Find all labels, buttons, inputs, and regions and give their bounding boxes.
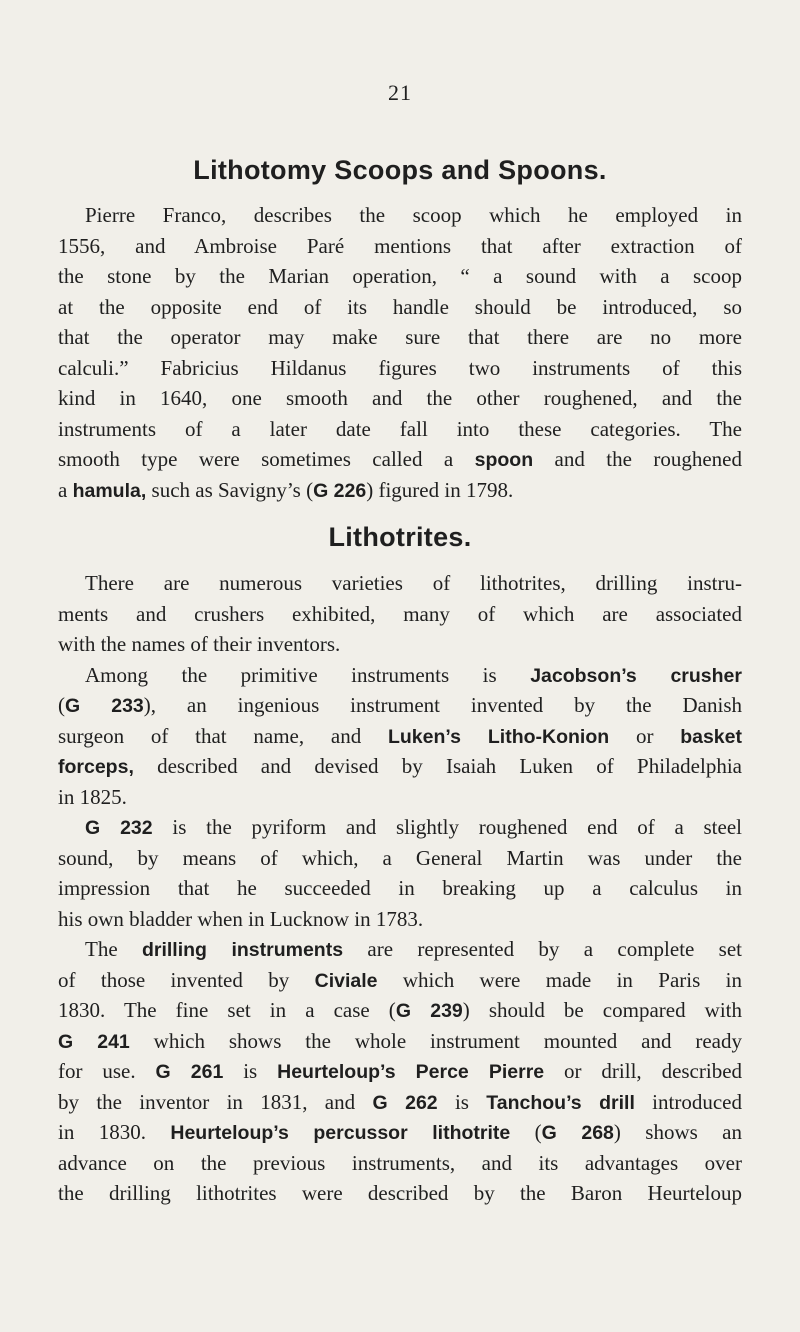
text-run: Pierre Franco, describes the scoop which he employed in (85, 203, 742, 227)
bold-term: basket (680, 725, 742, 748)
text-line (58, 629, 742, 660)
text-run: for use. (58, 1059, 156, 1083)
text-line (58, 292, 742, 323)
text-run: ( (510, 1120, 542, 1144)
text-line (58, 414, 742, 445)
text-line (58, 322, 742, 353)
text-line (58, 599, 742, 630)
text-line (58, 261, 742, 292)
text-line (58, 1117, 742, 1148)
bold-term: drilling instruments (141, 939, 344, 961)
text-run: or (609, 723, 681, 748)
text-run: such as Savigny’s ( (146, 477, 314, 502)
bold-term: G 262 (372, 1091, 438, 1114)
text-run: 1556, and Ambroise Paré mentions that after extraction of (58, 233, 742, 258)
text-run: in 1825. (58, 784, 127, 809)
bold-term: G 239 (395, 1000, 463, 1022)
text-line (58, 995, 742, 1026)
text-line (58, 690, 742, 721)
text-run: There are numerous varieties of lithotrites, drilling instru- (85, 571, 742, 595)
bold-term: G 241 (58, 1030, 130, 1053)
text-line (58, 353, 742, 384)
bold-term: G 232 (85, 817, 153, 839)
text-run: is the pyriform and slightly roughened end of a steel (152, 815, 742, 839)
bold-term: Heurteloup’s Perce Pierre (277, 1061, 545, 1083)
text-run: ), an ingenious instrument invented by the Danish (143, 693, 742, 717)
text-run: described and devised by Isaiah Luken of Philadelphia (133, 754, 742, 778)
text-run: kind in 1640, one smooth and the other roughened, and the (58, 386, 742, 410)
text-line (58, 721, 742, 752)
text-line (58, 1026, 742, 1057)
text-run: impression that he succeeded in breaking up a calculus in (58, 876, 742, 900)
text-line (58, 1056, 742, 1087)
text-run: at the opposite end of its handle should be introduced, so (58, 294, 742, 319)
text-run: calculi.” Fabricius Hildanus figures two instruments of this (58, 355, 742, 380)
text-run: and the roughened (533, 447, 742, 471)
text-run: surgeon of that name, and (58, 723, 388, 748)
text-run: ) shows an (613, 1120, 742, 1144)
bold-term: Civiale (314, 969, 378, 992)
text-line (58, 1087, 742, 1118)
text-line (58, 965, 742, 996)
text-run: instruments of a later date fall into these categories. The (58, 416, 742, 441)
text-line (58, 873, 742, 904)
text-line (58, 904, 742, 935)
text-line (58, 444, 742, 475)
text-run: introduced (634, 1089, 742, 1114)
section-heading-scoops: Lithotomy Scoops and Spoons. (193, 155, 607, 185)
bold-term: G 261 (155, 1061, 224, 1083)
lithotrites-body (58, 568, 742, 1209)
text-run: is (223, 1059, 278, 1083)
bold-term: Jacobson’s crusher (530, 664, 742, 687)
text-line (58, 843, 742, 874)
text-line (58, 1148, 742, 1179)
text-run: ments and crushers exhibited, many of which are associated (58, 601, 742, 626)
text-line (58, 812, 742, 843)
text-run: in 1830. (58, 1120, 171, 1144)
text-run: a (58, 477, 73, 502)
text-line (58, 1178, 742, 1209)
bold-term: Luken’s Litho-Konion (387, 725, 610, 748)
text-run: are represented by a complete set (343, 937, 742, 961)
bold-term: G 233 (65, 695, 144, 717)
text-run: sound, by means of which, a General Martin was under the (58, 845, 742, 870)
bold-term: Tanchou’s drill (486, 1091, 635, 1114)
text-run: smooth type were sometimes called a (58, 447, 475, 471)
text-line (58, 934, 742, 965)
text-line (58, 231, 742, 262)
text-line (58, 751, 742, 782)
text-run: which shows the whole instrument mounted and ready (129, 1028, 742, 1053)
text-line (58, 383, 742, 414)
bold-term: forceps, (58, 756, 134, 778)
bold-term: hamula, (72, 479, 147, 502)
text-run: 1830. The fine set in a case ( (58, 998, 396, 1022)
text-run: which were made in Paris in (377, 967, 742, 992)
bold-term: Heurteloup’s percussor lithotrite (170, 1122, 511, 1144)
bold-term: G 268 (541, 1122, 614, 1144)
text-line (58, 475, 742, 506)
text-run: advance on the previous instruments, and its advantages over (58, 1150, 742, 1175)
text-run: by the inventor in 1831, and (58, 1089, 373, 1114)
bold-term: spoon (474, 449, 534, 471)
text-run: is (437, 1089, 487, 1114)
text-run: ( (58, 693, 65, 717)
section-heading-lithotrites: Lithotrites. (328, 522, 472, 552)
text-line (58, 200, 742, 231)
text-run: ) should be compared with (462, 998, 743, 1022)
scoops-paragraph (58, 200, 742, 505)
text-run: or drill, described (544, 1059, 743, 1083)
text-line (58, 568, 742, 599)
text-run: of those invented by (58, 967, 315, 992)
text-run: his own bladder when in Lucknow in 1783. (58, 906, 424, 931)
text-run: the stone by the Marian operation, “ a sound with a scoop (58, 264, 742, 288)
text-run: ) figured in 1798. (366, 477, 514, 502)
text-run: Among the primitive instruments is (85, 662, 531, 687)
text-run: with the names of their inventors. (58, 632, 341, 656)
text-run: The (85, 937, 142, 961)
text-run: that the operator may make sure that there are no more (58, 325, 742, 349)
text-line (58, 660, 742, 691)
text-line (58, 782, 742, 813)
page-number: 21 (388, 80, 412, 105)
bold-term: G 226 (313, 479, 367, 502)
text-run: the drilling lithotrites were described by the Baron Heurteloup (58, 1181, 742, 1205)
